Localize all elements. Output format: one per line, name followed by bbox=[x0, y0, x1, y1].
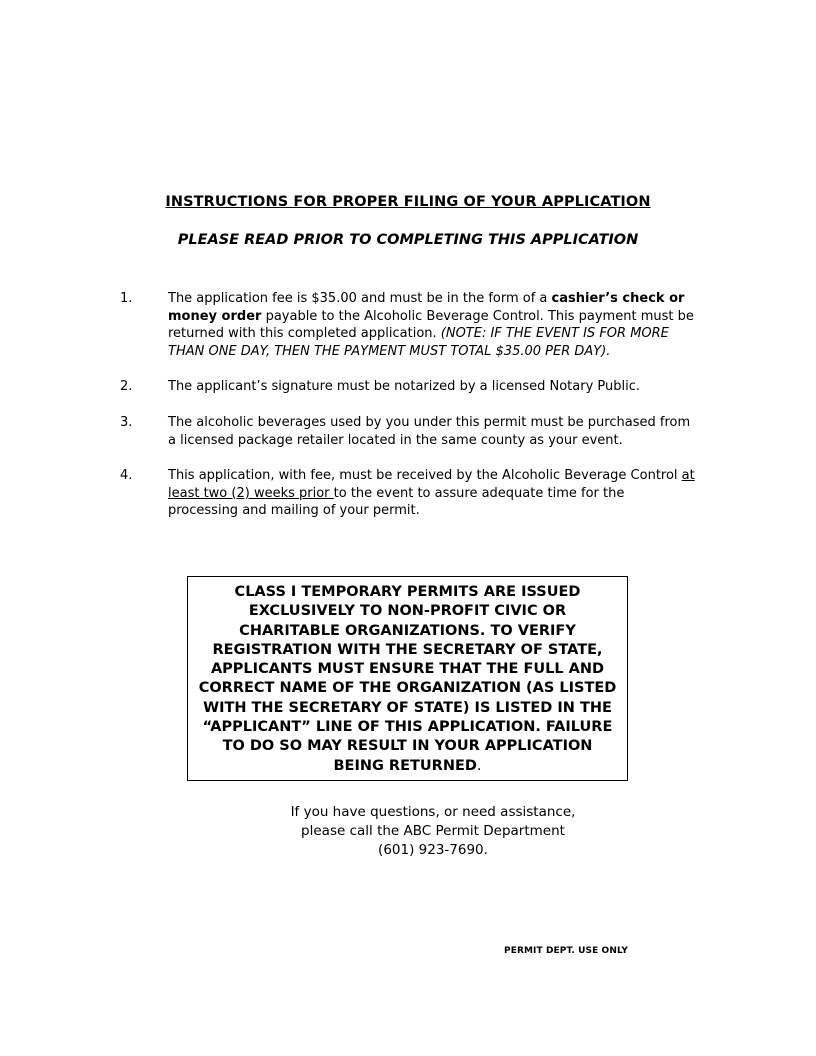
notice-text: CLASS I TEMPORARY PERMITS ARE ISSUED EXCLUSIVELY TO NON-PROFIT CIVIC OR CHARITABLE ORGANIZATIONS. TO VERIFY REGISTRATION WITH THE SECRETARY OF STATE, APPLICANTS MUST ENSURE THAT THE FULL AND CORRECT NAME OF THE ORGANIZATION (AS LISTED WITH THE SECRETARY OF STATE) IS LISTED IN THE “APPLICANT” LINE OF THIS APPLICATION. FAILURE TO DO SO MAY RESULT IN YOUR APPLICATION BEING RETURNED bbox=[198, 584, 617, 774]
item-text bbox=[168, 290, 698, 360]
item-text: The alcoholic beverages used by you under this permit must be purchased from a licensed package retailer located in the same county as your event. bbox=[168, 415, 691, 448]
item-text-part: payable to the Alcoholic Beverage Control. This payment must be returned with this completed application. bbox=[168, 308, 694, 341]
deadline-emphasis: at least two (2) weeks prior bbox=[168, 468, 695, 501]
item-text-part: The application fee is $35.00 and must be in the form of a bbox=[168, 291, 552, 306]
item-number: 1. bbox=[120, 291, 133, 306]
payment-note: (NOTE: IF THE EVENT IS FOR MORE THAN ONE DAY, THEN THE PAYMENT MUST TOTAL $35.00 PER DAY). bbox=[168, 326, 669, 359]
permit-dept-use-only-label: PERMIT DEPT. USE ONLY bbox=[504, 946, 628, 956]
payment-method-emphasis: cashier’s check or money order bbox=[168, 291, 685, 324]
item-number: 4. bbox=[120, 468, 133, 483]
item-text: The applicant’s signature must be notarized by a licensed Notary Public. bbox=[168, 379, 641, 394]
document-subtitle: PLEASE READ PRIOR TO COMPLETING THIS APPLICATION bbox=[177, 232, 639, 248]
item-text-part: This application, with fee, must be received by the Alcoholic Beverage Control bbox=[168, 468, 682, 483]
class-i-permit-notice-box bbox=[187, 576, 628, 781]
contact-phone: (601) 923-7690. bbox=[378, 842, 488, 858]
document-title: INSTRUCTIONS FOR PROPER FILING OF YOUR APPLICATION bbox=[165, 194, 651, 210]
item-number: 2. bbox=[120, 379, 133, 394]
item-text-part: to the event to assure adequate time for the processing and mailing of your permit. bbox=[168, 485, 625, 518]
contact-info bbox=[0, 803, 816, 860]
notice-end-mark: . bbox=[476, 757, 482, 774]
contact-line-1: If you have questions, or need assistance, bbox=[290, 804, 576, 820]
item-number: 3. bbox=[120, 415, 133, 430]
item-text bbox=[168, 467, 698, 520]
contact-line-2: please call the ABC Permit Department bbox=[301, 823, 565, 839]
